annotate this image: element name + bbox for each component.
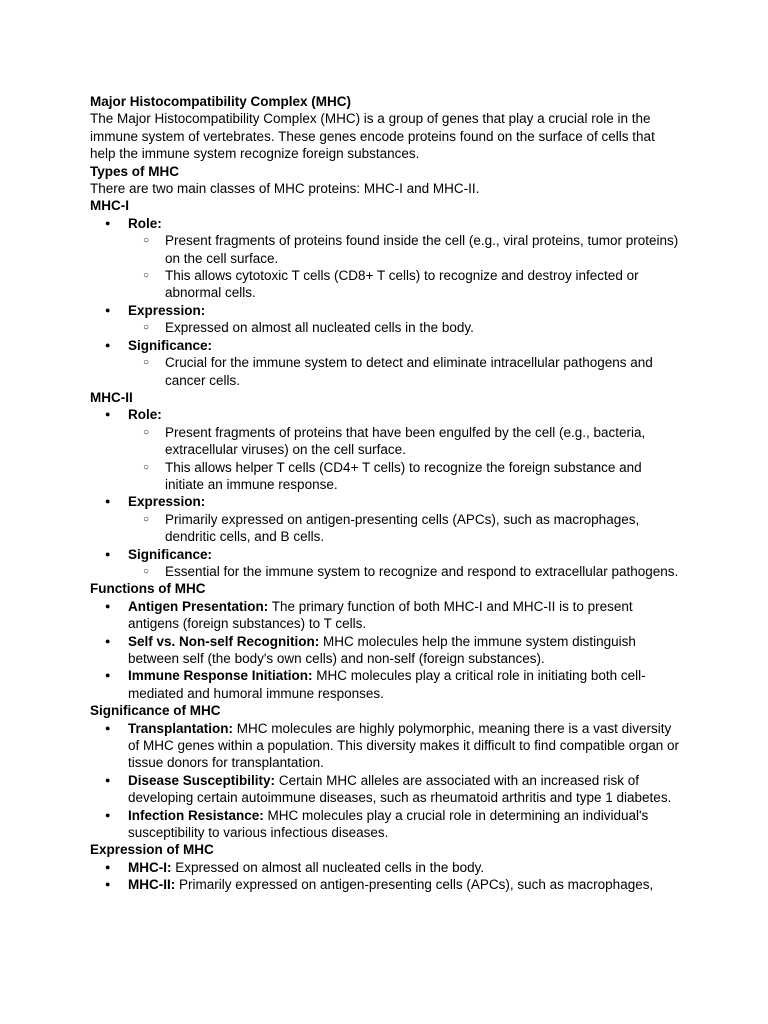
- types-paragraph: There are two main classes of MHC proteins: MHC-I and MHC-II.: [90, 181, 480, 197]
- significance-list: [90, 720, 680, 842]
- list-item: ○ Essential for the immune system to recognize and respond to extracellular pathogens.: [165, 563, 680, 580]
- mhc1-expression-sublist: [128, 319, 680, 336]
- mhc2-significance-sublist: [128, 563, 680, 580]
- list-item: [128, 876, 680, 893]
- mhc2-significance-label: Significance:: [128, 546, 213, 562]
- document-body: [90, 93, 680, 894]
- item-label: MHC-I:: [128, 859, 172, 875]
- item-text: MHC molecules are highly polymorphic, meaning there is a vast diversity of MHC genes within a population. This diversity makes it difficult to find compatible organ or tissue donors for transplantation.: [128, 720, 680, 771]
- mhc2-heading: MHC-II: [90, 389, 133, 405]
- item-text: MHC molecules play a critical role in initiating both cell-mediated and humoral immune responses.: [128, 668, 646, 701]
- list-item: [128, 772, 680, 807]
- document-title: Major Histocompatibility Complex (MHC): [90, 94, 352, 109]
- list-item: [128, 337, 680, 389]
- mhc1-expression-label: Expression:: [128, 302, 206, 318]
- list-item: ○ Primarily expressed on antigen-presenting cells (APCs), such as macrophages, dendritic cells, and B cells.: [165, 511, 680, 546]
- item-text: Primarily expressed on antigen-presenting cells (APCs), such as macrophages,: [175, 877, 654, 893]
- item-text: MHC molecules play a crucial role in determining an individual's susceptibility to various infectious diseases.: [128, 807, 649, 841]
- mhc1-heading: MHC-I: [90, 198, 129, 214]
- list-item: [128, 807, 680, 842]
- item-label: Transplantation:: [128, 720, 234, 736]
- list-item: [128, 546, 680, 581]
- list-item: ○ Present fragments of proteins that have been engulfed by the cell (e.g., bacteria, extracellular viruses) on the cell surface.: [165, 424, 680, 459]
- item-label: Disease Susceptibility:: [128, 772, 276, 788]
- list-item: [128, 493, 680, 545]
- mhc1-significance-sublist: [128, 354, 680, 389]
- list-item: [128, 302, 680, 337]
- list-item: ○ Crucial for the immune system to detect and eliminate intracellular pathogens and cancer cells.: [165, 354, 680, 389]
- list-item: [128, 215, 680, 302]
- item-label: Antigen Presentation:: [128, 598, 269, 614]
- mhc1-list: [90, 215, 680, 389]
- mhc1-role-label: Role:: [128, 215, 162, 231]
- list-item: [128, 667, 680, 702]
- mhc2-list: [90, 406, 680, 580]
- item-label: Self vs. Non-self Recognition:: [128, 633, 320, 649]
- list-item: [128, 598, 680, 633]
- functions-heading: Functions of MHC: [90, 581, 206, 597]
- list-item: ○ This allows cytotoxic T cells (CD8+ T cells) to recognize and destroy infected or abnormal cells.: [165, 267, 680, 302]
- list-item: [128, 633, 680, 668]
- list-item: [128, 859, 680, 876]
- list-item: [128, 406, 680, 493]
- list-item: ○ This allows helper T cells (CD4+ T cells) to recognize the foreign substance and initiate an immune response.: [165, 459, 680, 494]
- intro-paragraph: The Major Histocompatibility Complex (MHC) is a group of genes that play a crucial role in the immune system of vertebrates. These genes encode proteins found on the surface of cells that help the immune system recognize foreign substances.: [90, 111, 655, 162]
- expression-list: [90, 859, 680, 894]
- mhc2-expression-sublist: [128, 511, 680, 546]
- mhc2-role-sublist: [128, 424, 680, 494]
- types-heading: Types of MHC: [90, 163, 180, 179]
- mhc2-role-label: Role:: [128, 407, 162, 423]
- item-text: Certain MHC alleles are associated with an increased risk of developing certain autoimmune diseases, such as rheumatoid arthritis and type 1 diabetes.: [128, 772, 672, 806]
- item-label: MHC-II:: [128, 877, 176, 893]
- item-text: Expressed on almost all nucleated cells in the body.: [171, 859, 485, 875]
- list-item: ○ Expressed on almost all nucleated cells in the body.: [165, 319, 680, 336]
- mhc1-role-sublist: [128, 232, 680, 302]
- item-label: Immune Response Initiation:: [128, 668, 313, 684]
- mhc2-expression-label: Expression:: [128, 494, 206, 510]
- list-item: ○ Present fragments of proteins found inside the cell (e.g., viral proteins, tumor proteins) on the cell surface.: [165, 232, 680, 267]
- item-text: The primary function of both MHC-I and MHC-II is to present antigens (foreign substances) to T cells.: [128, 598, 633, 632]
- list-item: [128, 720, 680, 772]
- item-label: Infection Resistance:: [128, 807, 264, 823]
- functions-list: [90, 598, 680, 702]
- mhc1-significance-label: Significance:: [128, 337, 213, 353]
- expression-heading: Expression of MHC: [90, 842, 214, 858]
- item-text: MHC molecules help the immune system distinguish between self (the body's own cells) and non-self (foreign substances).: [128, 633, 636, 666]
- significance-heading: Significance of MHC: [90, 703, 221, 719]
